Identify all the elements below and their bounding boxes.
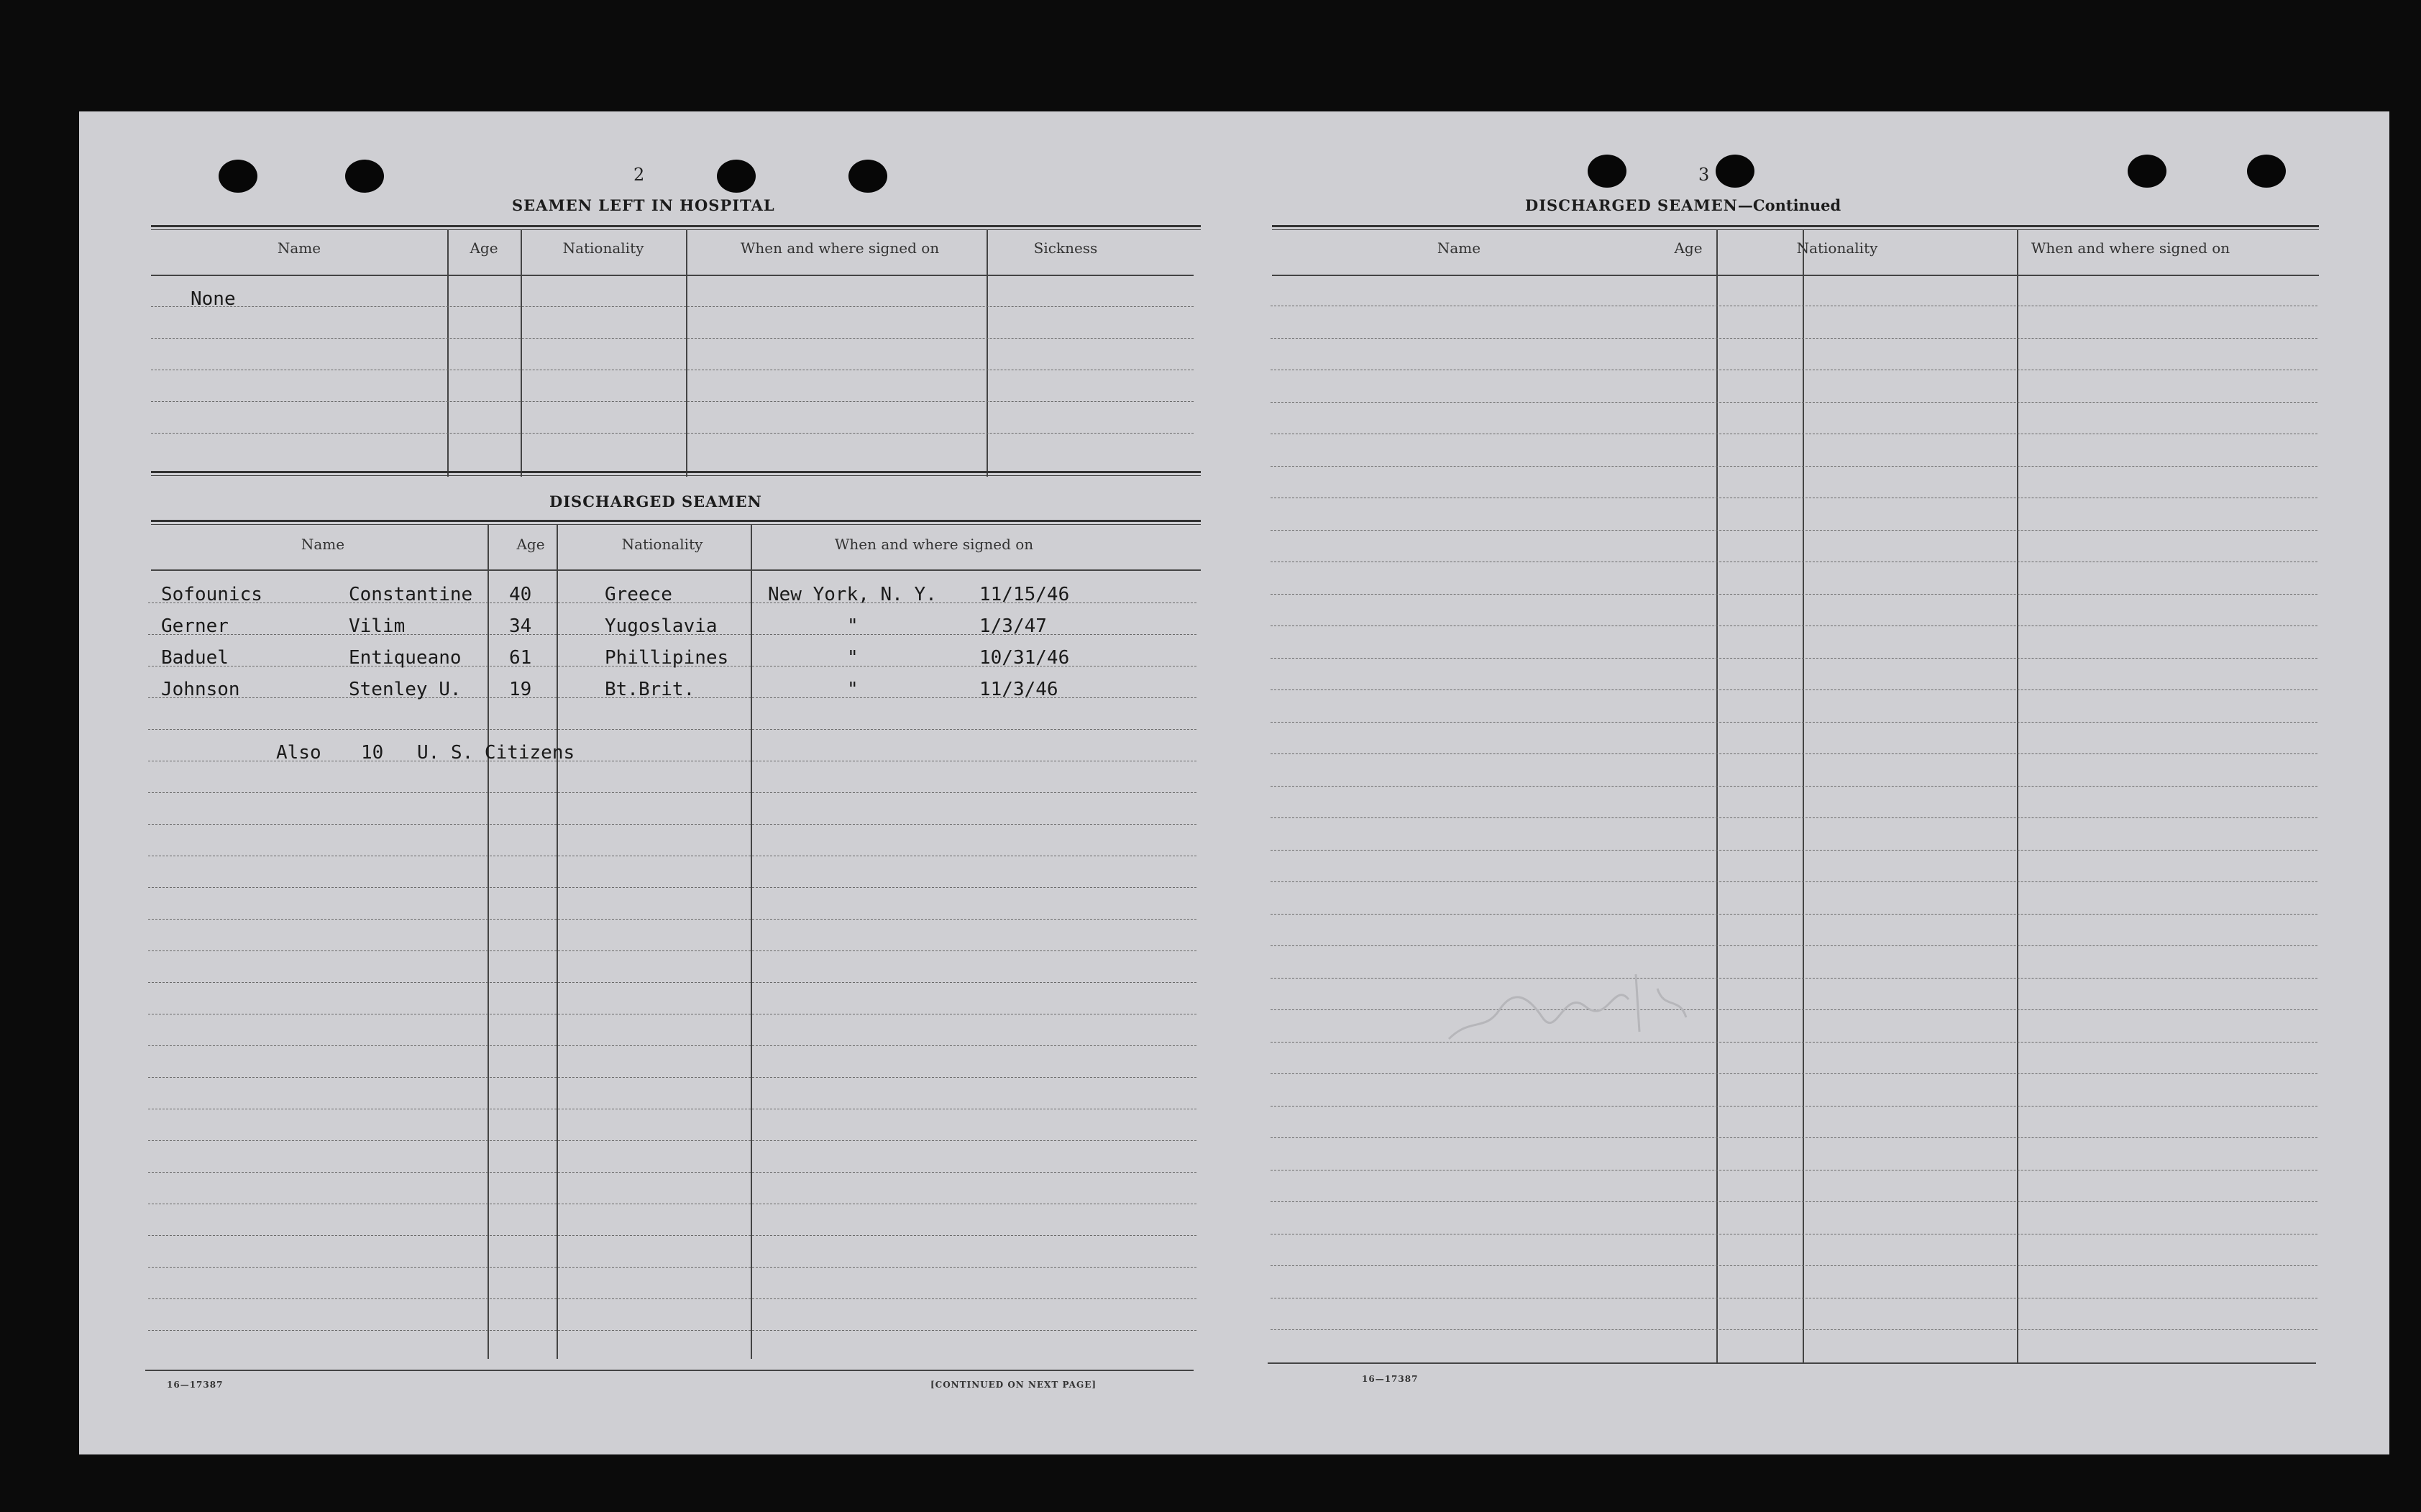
header-age: Age bbox=[516, 536, 545, 553]
discharged-continued-title bbox=[1525, 196, 1841, 214]
ruled-line bbox=[148, 824, 1196, 825]
ruled-line bbox=[151, 433, 1194, 434]
signed-date: 11/15/46 bbox=[979, 584, 1070, 605]
age: 61 bbox=[509, 647, 532, 669]
punch-hole bbox=[1588, 155, 1626, 188]
ruled-line bbox=[148, 982, 1196, 983]
ruled-line bbox=[148, 1235, 1196, 1236]
form-number: 16—17387 bbox=[1362, 1374, 1419, 1384]
signed-place: " bbox=[847, 679, 859, 700]
header-nationality: Nationality bbox=[562, 239, 644, 257]
ruled-line bbox=[148, 1045, 1196, 1046]
ruled-line bbox=[148, 729, 1196, 730]
surname: Gerner bbox=[161, 615, 229, 637]
right-page bbox=[1233, 111, 2389, 1454]
column-divider bbox=[987, 230, 988, 477]
punch-hole bbox=[1716, 155, 1754, 188]
header-sickness: Sickness bbox=[1033, 239, 1098, 257]
table-top-rule bbox=[1272, 225, 2319, 230]
title-suffix: —Continued bbox=[1737, 196, 1841, 214]
column-divider bbox=[1803, 230, 1804, 1362]
ruled-line bbox=[148, 950, 1196, 951]
signed-date: 10/31/46 bbox=[979, 647, 1070, 669]
faint-pencil-scribble bbox=[1442, 967, 1744, 1053]
ruled-line bbox=[1271, 1042, 2317, 1043]
hospital-section-title: SEAMEN LEFT IN HOSPITAL bbox=[512, 196, 775, 214]
ruled-line bbox=[148, 887, 1196, 888]
column-divider bbox=[686, 230, 687, 477]
ruled-line bbox=[1271, 1073, 2317, 1074]
nationality: Yugoslavia bbox=[605, 615, 718, 637]
ruled-line bbox=[1271, 530, 2317, 531]
given-name: Vilim bbox=[349, 615, 406, 637]
punch-hole bbox=[848, 160, 887, 193]
table-top-rule bbox=[151, 225, 1201, 230]
surname: Baduel bbox=[161, 647, 229, 669]
nationality: Greece bbox=[605, 584, 672, 605]
ruled-line bbox=[1271, 1137, 2317, 1138]
ruled-line bbox=[1271, 945, 2317, 946]
given-name: Entiqueano bbox=[349, 647, 462, 669]
age: 19 bbox=[509, 679, 532, 700]
form-number: 16—17387 bbox=[167, 1380, 224, 1390]
document-sheet bbox=[79, 111, 2389, 1454]
age: 34 bbox=[509, 615, 532, 637]
given-name: Stenley U. bbox=[349, 679, 462, 700]
signed-place: " bbox=[847, 615, 859, 637]
table-bottom-rule bbox=[145, 1370, 1194, 1371]
ruled-line bbox=[148, 919, 1196, 920]
page-number: 3 bbox=[1698, 165, 1710, 185]
nationality: Bt.Brit. bbox=[605, 679, 695, 700]
header-name: Name bbox=[301, 536, 345, 553]
column-divider bbox=[2017, 230, 2018, 1362]
surname: Sofounics bbox=[161, 584, 262, 605]
ruled-line bbox=[1271, 817, 2317, 818]
ruled-line bbox=[1271, 850, 2317, 851]
header-nationality: Nationality bbox=[1796, 239, 1878, 257]
ruled-line bbox=[1271, 402, 2317, 403]
ruled-line bbox=[148, 1298, 1196, 1299]
header-age: Age bbox=[1674, 239, 1703, 257]
page-number: 2 bbox=[633, 165, 645, 185]
ruled-line bbox=[148, 1077, 1196, 1078]
ruled-line bbox=[1271, 722, 2317, 723]
column-divider bbox=[557, 525, 558, 1359]
ruled-line bbox=[1271, 1201, 2317, 1202]
signed-date: 11/3/46 bbox=[979, 679, 1058, 700]
signed-date: 1/3/47 bbox=[979, 615, 1047, 637]
age: 40 bbox=[509, 584, 532, 605]
title-text: DISCHARGED SEAMEN bbox=[1525, 196, 1738, 214]
ruled-line bbox=[1271, 466, 2317, 467]
ruled-line bbox=[148, 1140, 1196, 1141]
header-name: Name bbox=[277, 239, 321, 257]
punch-hole bbox=[2128, 155, 2166, 188]
given-name: Constantine bbox=[349, 584, 473, 605]
ruled-line bbox=[148, 792, 1196, 793]
ruled-line bbox=[1271, 594, 2317, 595]
header-signed-on: When and where signed on bbox=[740, 239, 940, 257]
ruled-line bbox=[1271, 1265, 2317, 1266]
nationality: Phillipines bbox=[605, 647, 729, 669]
header-rule bbox=[1272, 275, 2319, 276]
header-name: Name bbox=[1437, 239, 1481, 257]
header-signed-on: When and where signed on bbox=[834, 536, 1034, 553]
header-signed-on: When and where signed on bbox=[2031, 239, 2230, 257]
ruled-line bbox=[151, 338, 1194, 339]
note-also: Also bbox=[276, 742, 321, 764]
ruled-line bbox=[1271, 689, 2317, 690]
ruled-line bbox=[1271, 786, 2317, 787]
ruled-line bbox=[148, 1330, 1196, 1331]
continued-note: [CONTINUED ON NEXT PAGE] bbox=[930, 1380, 1097, 1390]
punch-hole bbox=[345, 160, 384, 193]
punch-hole bbox=[219, 160, 257, 193]
hospital-entry: None bbox=[191, 288, 236, 310]
column-divider bbox=[1716, 230, 1718, 1362]
table-bottom-rule bbox=[151, 471, 1201, 476]
ruled-line bbox=[151, 306, 1194, 307]
header-age: Age bbox=[470, 239, 498, 257]
column-divider bbox=[521, 230, 522, 477]
ruled-line bbox=[1271, 338, 2317, 339]
header-rule bbox=[151, 569, 1201, 571]
column-divider bbox=[447, 230, 449, 477]
ruled-line bbox=[1271, 1009, 2317, 1010]
header-rule bbox=[151, 275, 1194, 276]
header-nationality: Nationality bbox=[621, 536, 703, 553]
ruled-line bbox=[151, 401, 1194, 402]
ruled-line bbox=[1271, 978, 2317, 979]
note-count: 10 bbox=[361, 742, 384, 764]
column-divider bbox=[751, 525, 752, 1359]
ruled-line bbox=[1271, 881, 2317, 882]
punch-hole bbox=[717, 160, 756, 193]
left-page bbox=[79, 111, 1233, 1454]
signed-place: " bbox=[847, 647, 859, 669]
ruled-line bbox=[1271, 1329, 2317, 1330]
ruled-line bbox=[1271, 914, 2317, 915]
table-bottom-rule bbox=[1268, 1362, 2316, 1364]
ruled-line bbox=[1271, 658, 2317, 659]
surname: Johnson bbox=[161, 679, 240, 700]
column-divider bbox=[488, 525, 489, 1359]
table-top-rule bbox=[151, 520, 1201, 525]
ruled-line bbox=[148, 1172, 1196, 1173]
ruled-line bbox=[1271, 753, 2317, 754]
punch-hole bbox=[2247, 155, 2286, 188]
note-citizens: U. S. Citizens bbox=[417, 742, 575, 764]
discharged-section-title: DISCHARGED SEAMEN bbox=[549, 492, 762, 510]
ruled-line bbox=[148, 1267, 1196, 1268]
signed-place: New York, N. Y. bbox=[768, 584, 937, 605]
